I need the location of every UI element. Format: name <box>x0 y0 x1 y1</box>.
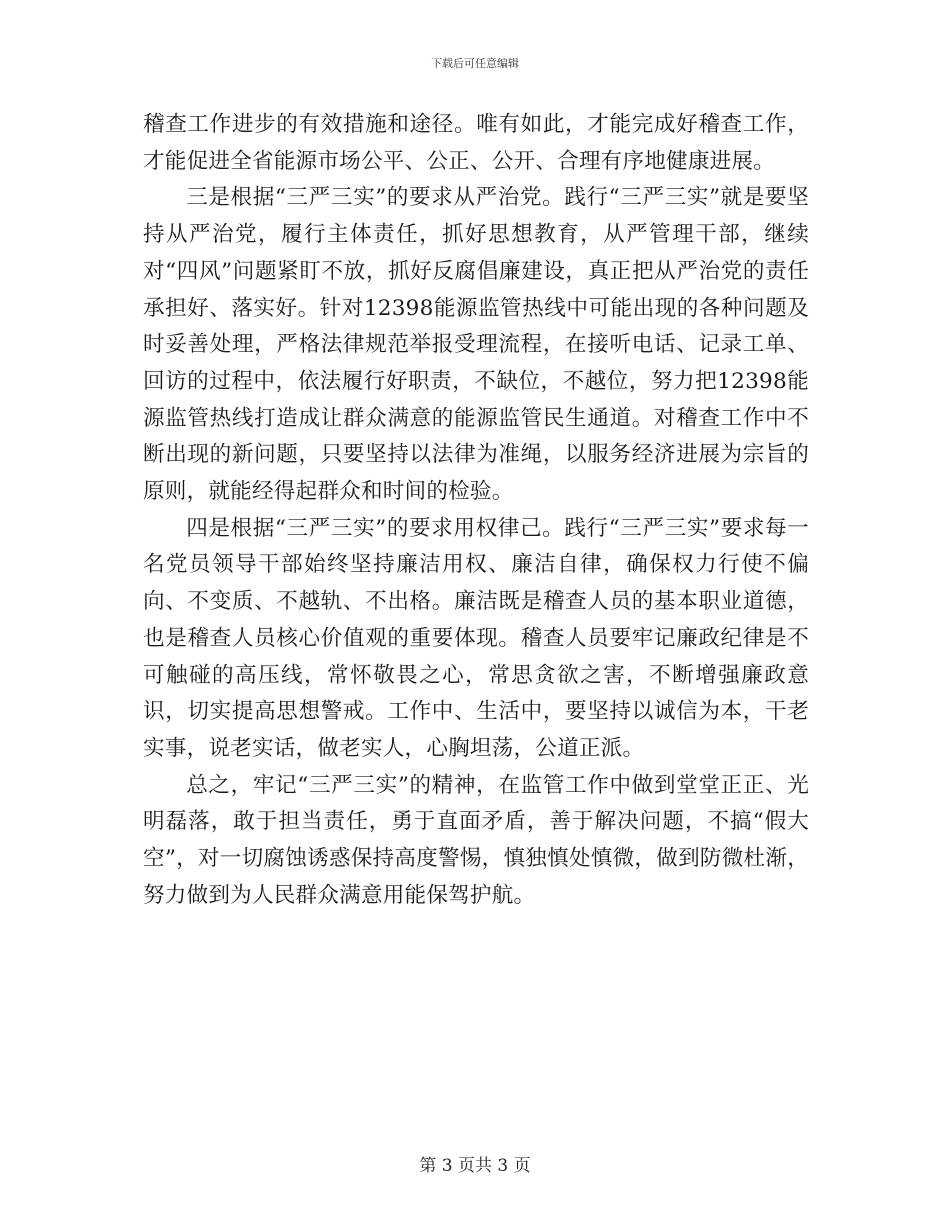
document-body <box>143 107 809 914</box>
paragraph-point-three: 三是根据“三严三实”的要求从严治党。践行“三严三实”就是要坚持从严治党，履行主体责任，抓好思想教育，从严管理干部，继续对“四风”问题紧盯不放，抓好反腐倡廉建设，真正把从严治党的责任承担好、落实好。针对12398能源监管热线中可能出现的各种问题及时妥善处理，严格法律规范举报受理流程，在接听电话、记录工单、回访的过程中，依法履行好职责，不缺位，不越位，努力把12398能源监管热线打造成让群众满意的能源监管民生通道。对稽查工作中不断出现的新问题，只要坚持以法律为准绳，以服务经济进展为宗旨的原则，就能经得起群众和时间的检验。 <box>143 185 809 505</box>
page-header <box>0 55 950 71</box>
header-note: 下载后可任意编辑 <box>431 57 519 70</box>
paragraph-point-four: 四是根据“三严三实”的要求用权律己。践行“三严三实”要求每一名党员领导干部始终坚持廉洁用权、廉洁自律，确保权力行使不偏向、不变质、不越轨、不出格。廉洁既是稽查人员的基本职业道德，也是稽查人员核心价值观的重要体现。稽查人员要牢记廉政纪律是不可触碰的高压线，常怀敬畏之心，常思贪欲之害，不断增强廉政意识，切实提高思想警戒。工作中、生活中，要坚持以诚信为本，干老实事，说老实话，做老实人，心胸坦荡，公道正派。 <box>143 515 809 761</box>
paragraph-continuation: 稽查工作进步的有效措施和途径。唯有如此，才能完成好稽查工作，才能促进全省能源市场公平、公正、公开、合理有序地健康进展。 <box>143 112 809 174</box>
page-number: 第 3 页共 3 页 <box>419 1156 531 1176</box>
paragraph-conclusion: 总之，牢记“三严三实”的精神，在监管工作中做到堂堂正正、光明磊落，敢于担当责任，勇于直面矛盾，善于解决问题，不搞“假大空”，对一切腐蚀诱惑保持高度警惕，慎独慎处慎微，做到防微杜渐，努力做到为人民群众满意用能保驾护航。 <box>143 772 809 908</box>
page-footer <box>0 1151 950 1176</box>
